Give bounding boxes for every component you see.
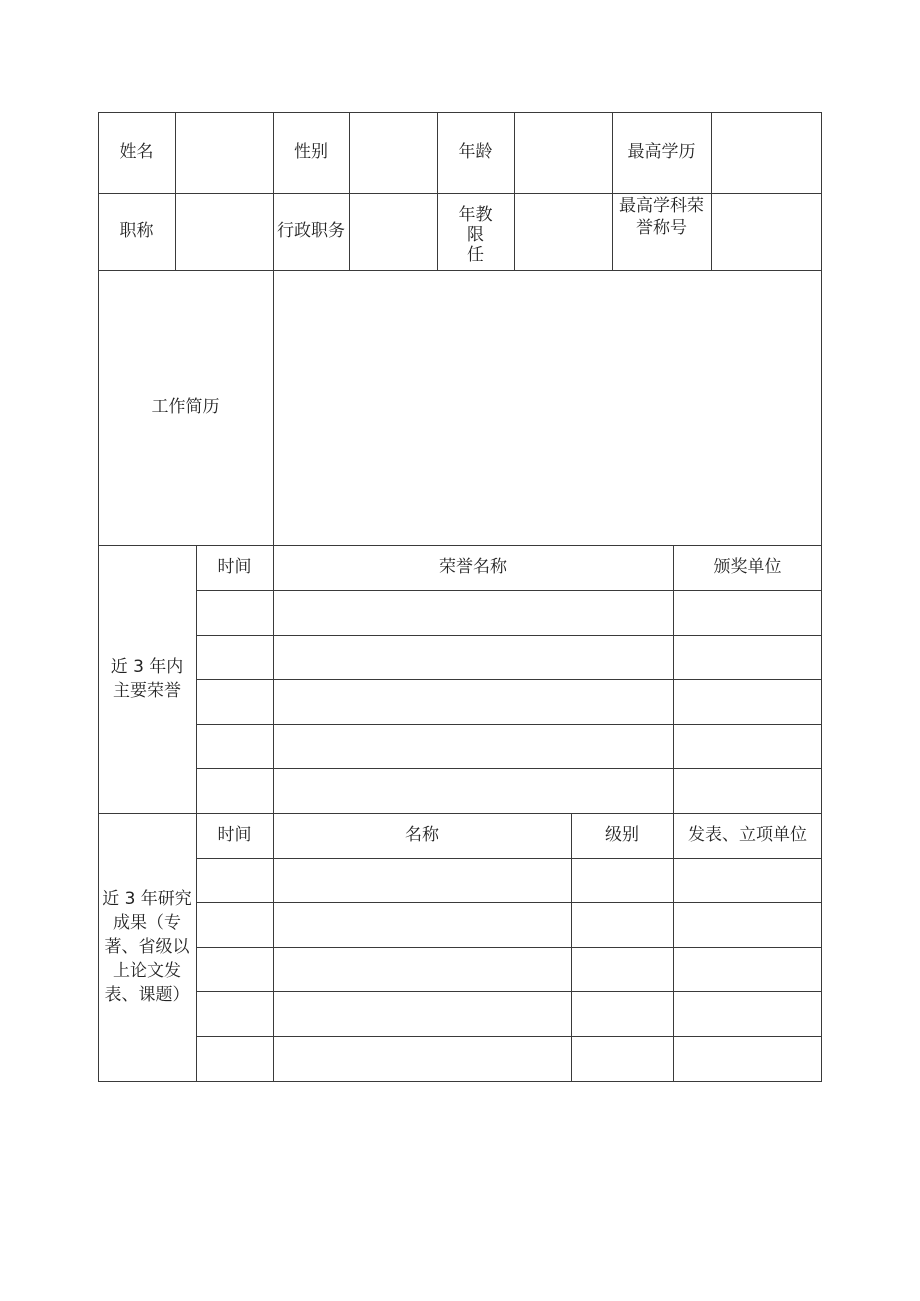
research-row-divider — [196, 947, 822, 948]
age-label: 年龄 — [458, 142, 493, 162]
research-row-divider — [196, 858, 822, 859]
work-history-field[interactable] — [274, 271, 821, 545]
age-field[interactable] — [515, 113, 612, 193]
title-field[interactable] — [176, 194, 273, 270]
honors-col-unit: 颁奖单位 — [713, 557, 782, 577]
honors-col-time: 时间 — [217, 557, 252, 577]
research-col-level: 级别 — [605, 825, 639, 845]
title-label: 职称 — [119, 221, 154, 241]
research-row-divider — [196, 991, 822, 992]
research-row-divider — [196, 1036, 822, 1037]
form-border-right — [821, 112, 822, 1082]
name-label: 姓名 — [119, 142, 154, 162]
research-col-name: 名称 — [405, 825, 439, 845]
honors-row-divider — [196, 679, 822, 680]
gender-label: 性别 — [294, 142, 328, 162]
work-history-label: 工作简历 — [151, 397, 220, 417]
honors-row-divider — [196, 590, 822, 591]
research-col-time: 时间 — [217, 825, 252, 845]
admin-post-label: 行政职务 — [277, 221, 345, 241]
honors-row-divider — [196, 635, 822, 636]
research-row-divider — [196, 902, 822, 903]
teaching-years-label: 年教 限 任 — [458, 205, 493, 265]
research-col-unit: 发表、立项单位 — [688, 825, 807, 845]
research-section-label: 近 3 年研究 成果（专 著、省级以 上论文发 表、课题） — [102, 889, 192, 1005]
application-form — [98, 112, 822, 1082]
honors-section-label: 近 3 年内 主要荣誉 — [110, 657, 184, 701]
name-field[interactable] — [176, 113, 273, 193]
honor-title-label: 最高学科荣 誉称号 — [619, 196, 704, 238]
gender-field[interactable] — [350, 113, 437, 193]
admin-post-field[interactable] — [350, 194, 437, 270]
honors-row-divider — [196, 768, 822, 769]
education-field[interactable] — [712, 113, 821, 193]
honors-row-divider — [196, 724, 822, 725]
teaching-years-field[interactable] — [515, 194, 612, 270]
education-label: 最高学历 — [627, 142, 696, 162]
honor-title-field[interactable] — [712, 194, 821, 270]
honors-col-name: 荣誉名称 — [439, 557, 507, 577]
form-border-bottom — [98, 1081, 822, 1082]
